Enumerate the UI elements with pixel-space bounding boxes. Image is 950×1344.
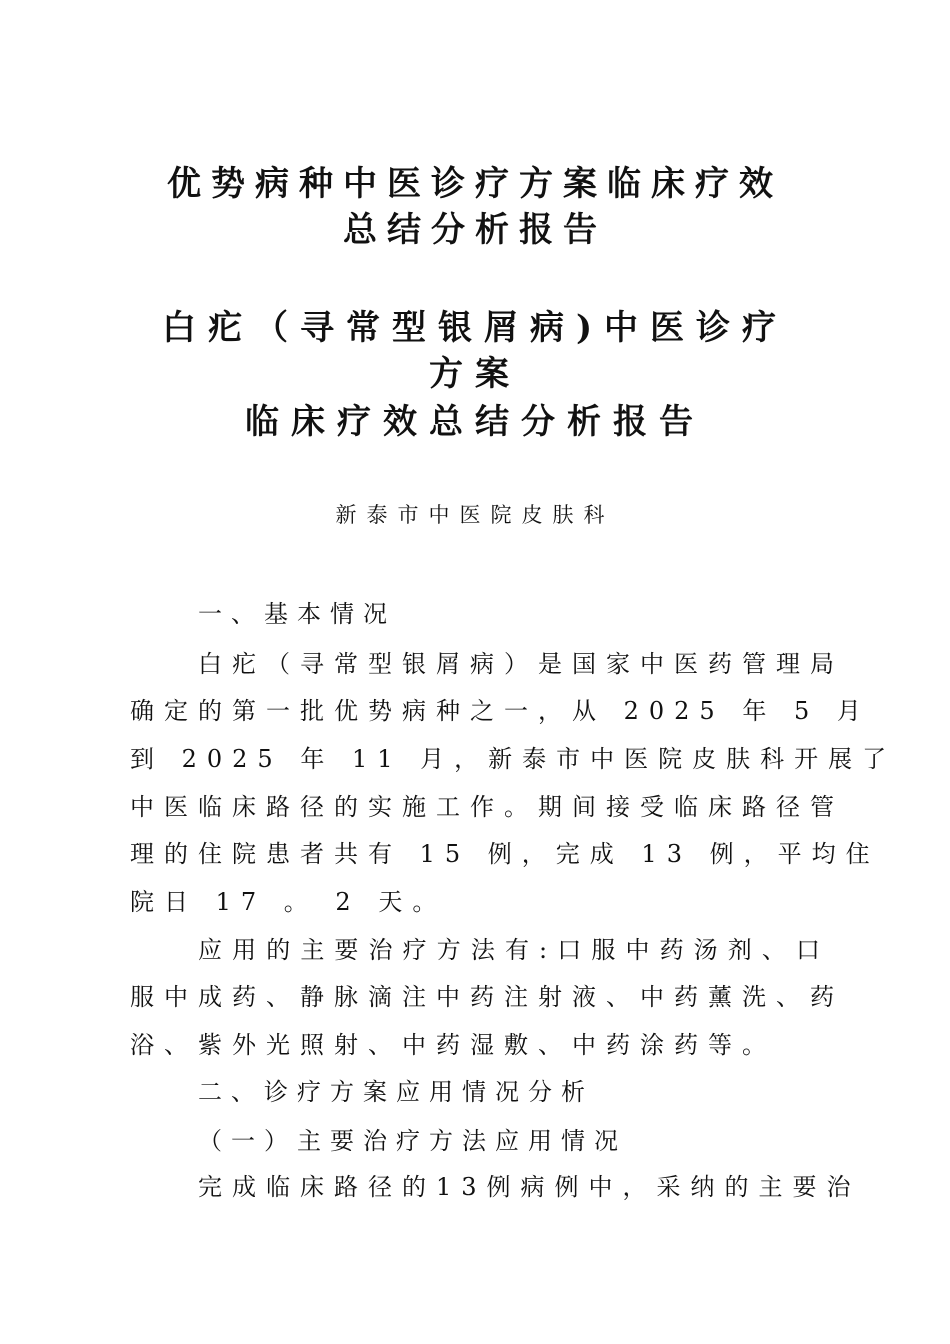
sub-title-line3: 临床疗效总结分析报告 [245, 402, 705, 442]
department-name: 新泰市中医院皮肤科 [335, 503, 615, 527]
section1-para2-line: 应用的主要治疗方法有:口服中药汤剂、口 [198, 936, 830, 964]
section1-para1-line: 确定的第一批优势病种之一，从 2025 年 5 月 [130, 697, 871, 725]
main-title-line2: 总结分析报告 [343, 210, 607, 250]
main-title-line1: 优势病种中医诊疗方案临床疗效 [167, 164, 783, 204]
section2-para1-line: 完成临床路径的13例病例中，采纳的主要治 [198, 1173, 861, 1201]
section1-para1-line: 院日 17 。 2 天。 [130, 888, 447, 916]
sub-title-line2: 方案 [429, 354, 521, 394]
section2-heading: 二、诊疗方案应用情况分析 [198, 1078, 594, 1106]
section2-subheading: （一）主要治疗方法应用情况 [198, 1127, 627, 1155]
section1-para1-line: 到 2025 年 11 月，新泰市中医院皮肤科开展了 [130, 745, 897, 773]
section1-heading: 一、基本情况 [198, 600, 396, 628]
section1-para2-line: 服中成药、静脉滴注中药注射液、中药薰洗、药 [130, 983, 844, 1011]
section1-para1-line: 理的住院患者共有 15 例，完成 13 例，平均住 [130, 840, 880, 868]
section1-para1-line: 白疕（寻常型银屑病）是国家中医药管理局 [198, 650, 844, 678]
sub-title-line1: 白疕（寻常型银屑病)中医诊疗 [161, 308, 789, 348]
section1-para1-line: 中医临床路径的实施工作。期间接受临床路径管 [130, 793, 844, 821]
section1-para2-line: 浴、紫外光照射、中药湿敷、中药涂药等。 [130, 1031, 776, 1059]
